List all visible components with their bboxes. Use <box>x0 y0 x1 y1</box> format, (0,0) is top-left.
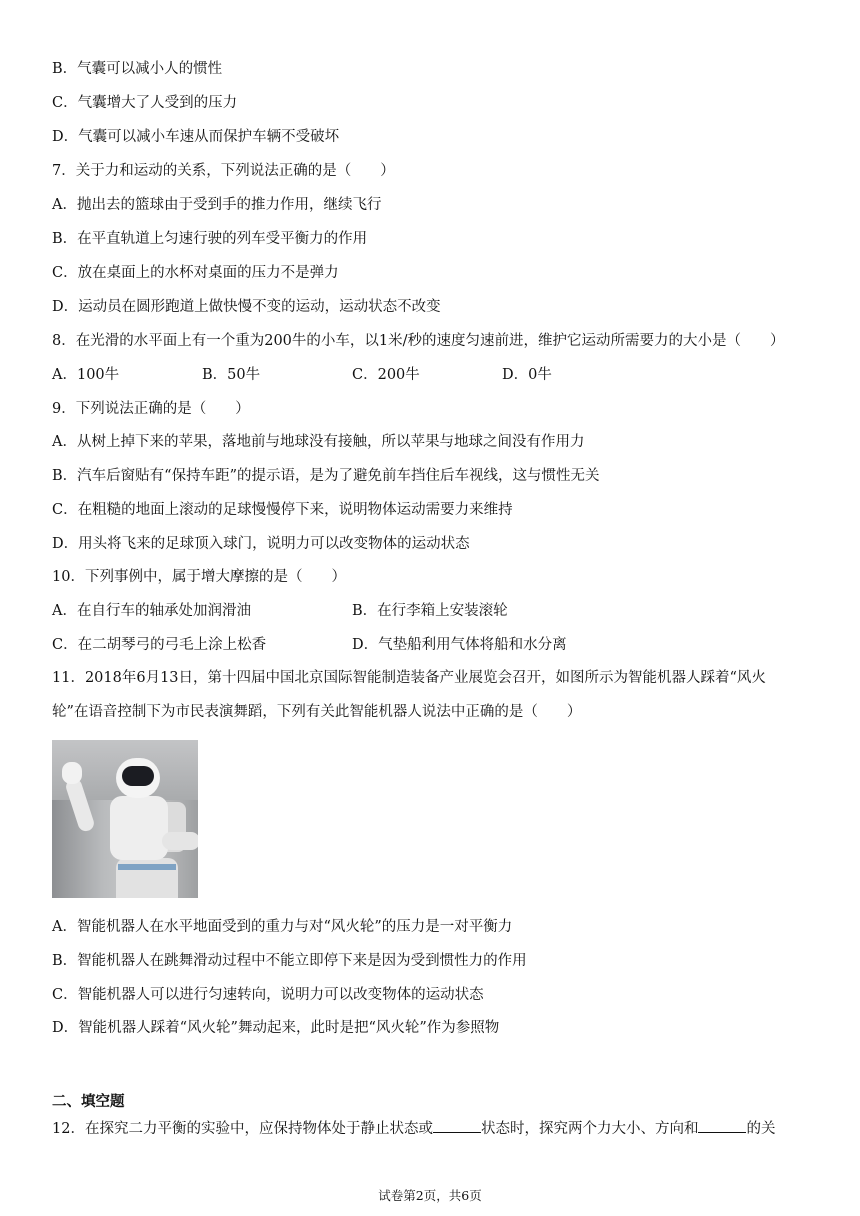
q9-option-c: C．在粗糙的地面上滚动的足球慢慢停下来，说明物体运动需要力来维持 <box>52 502 513 518</box>
q10-stem: 10．下列事例中，属于增大摩擦的是（ ） <box>52 569 346 585</box>
robot-photo <box>52 740 198 898</box>
q12-stem <box>52 1118 775 1139</box>
q11-option-d: D．智能机器人踩着“风火轮”舞动起来，此时是把“风火轮”作为参照物 <box>52 1020 500 1036</box>
q9-stem: 9．下列说法正确的是（ ） <box>52 401 250 417</box>
q12-text-3: 的关 <box>746 1121 776 1137</box>
q7-option-b: B．在平直轨道上匀速行驶的列车受平衡力的作用 <box>52 231 368 247</box>
q12-text-2: 状态时，探究两个力大小、方向和 <box>480 1121 699 1137</box>
q6-option-d: D．气囊可以减小车速从而保护车辆不受破坏 <box>52 129 340 145</box>
q11-option-b: B．智能机器人在跳舞滑动过程中不能立即停下来是因为受到惯性力的作用 <box>52 953 527 969</box>
q8-option-a: A．100牛 <box>52 367 120 383</box>
q8-option-c: C．200牛 <box>352 367 420 383</box>
q11-option-c: C．智能机器人可以进行匀速转向，说明力可以改变物体的运动状态 <box>52 987 484 1003</box>
q10-option-a: A．在自行车的轴承处加润滑油 <box>52 603 251 619</box>
q11-stem-line2: 轮”在语音控制下为市民表演舞蹈，下列有关此智能机器人说法中正确的是（ ） <box>52 704 582 720</box>
q6-option-b: B．气囊可以减小人的惯性 <box>52 61 223 77</box>
q9-option-d: D．用头将飞来的足球顶入球门，说明力可以改变物体的运动状态 <box>52 536 470 552</box>
q9-option-b: B．汽车后窗贴有“保持车距”的提示语，是为了避免前车挡住后车视线，这与惯性无关 <box>52 468 600 484</box>
q11-stem-line1: 11．2018年6月13日，第十四届中国北京国际智能制造装备产业展览会召开，如图所示为智能机器人踩着“风火 <box>52 670 766 686</box>
q7-option-d: D．运动员在圆形跑道上做快慢不变的运动，运动状态不改变 <box>52 299 441 315</box>
section-heading: 二、填空题 <box>52 1094 125 1110</box>
q10-option-d: D．气垫船利用气体将船和水分离 <box>352 637 567 653</box>
q7-option-a: A．抛出去的篮球由于受到手的推力作用，继续飞行 <box>52 197 382 213</box>
q12-blank-1 <box>433 1118 481 1133</box>
q12-blank-2 <box>698 1118 746 1133</box>
page-footer: 试卷第2页，共6页 <box>378 1188 482 1203</box>
q10-option-c: C．在二胡琴弓的弓毛上涂上松香 <box>52 637 267 653</box>
q7-option-c: C．放在桌面上的水杯对桌面的压力不是弹力 <box>52 265 339 281</box>
q12-text-1: 12．在探究二力平衡的实验中，应保持物体处于静止状态或 <box>52 1121 433 1137</box>
q10-option-b: B．在行李箱上安装滚轮 <box>352 603 508 619</box>
q8-stem: 8．在光滑的水平面上有一个重为200牛的小车，以1米/秒的速度匀速前进，维护它运动所需要力的大小是（ ） <box>52 333 785 349</box>
q11-option-a: A．智能机器人在水平地面受到的重力与对“风火轮”的压力是一对平衡力 <box>52 919 513 935</box>
q8-option-b: B．50牛 <box>202 367 261 383</box>
q8-option-d: D．0牛 <box>502 367 552 383</box>
q9-option-a: A．从树上掉下来的苹果，落地前与地球没有接触，所以苹果与地球之间没有作用力 <box>52 434 585 450</box>
q7-stem: 7．关于力和运动的关系，下列说法正确的是（ ） <box>52 163 395 179</box>
q6-option-c: C．气囊增大了人受到的压力 <box>52 95 238 111</box>
